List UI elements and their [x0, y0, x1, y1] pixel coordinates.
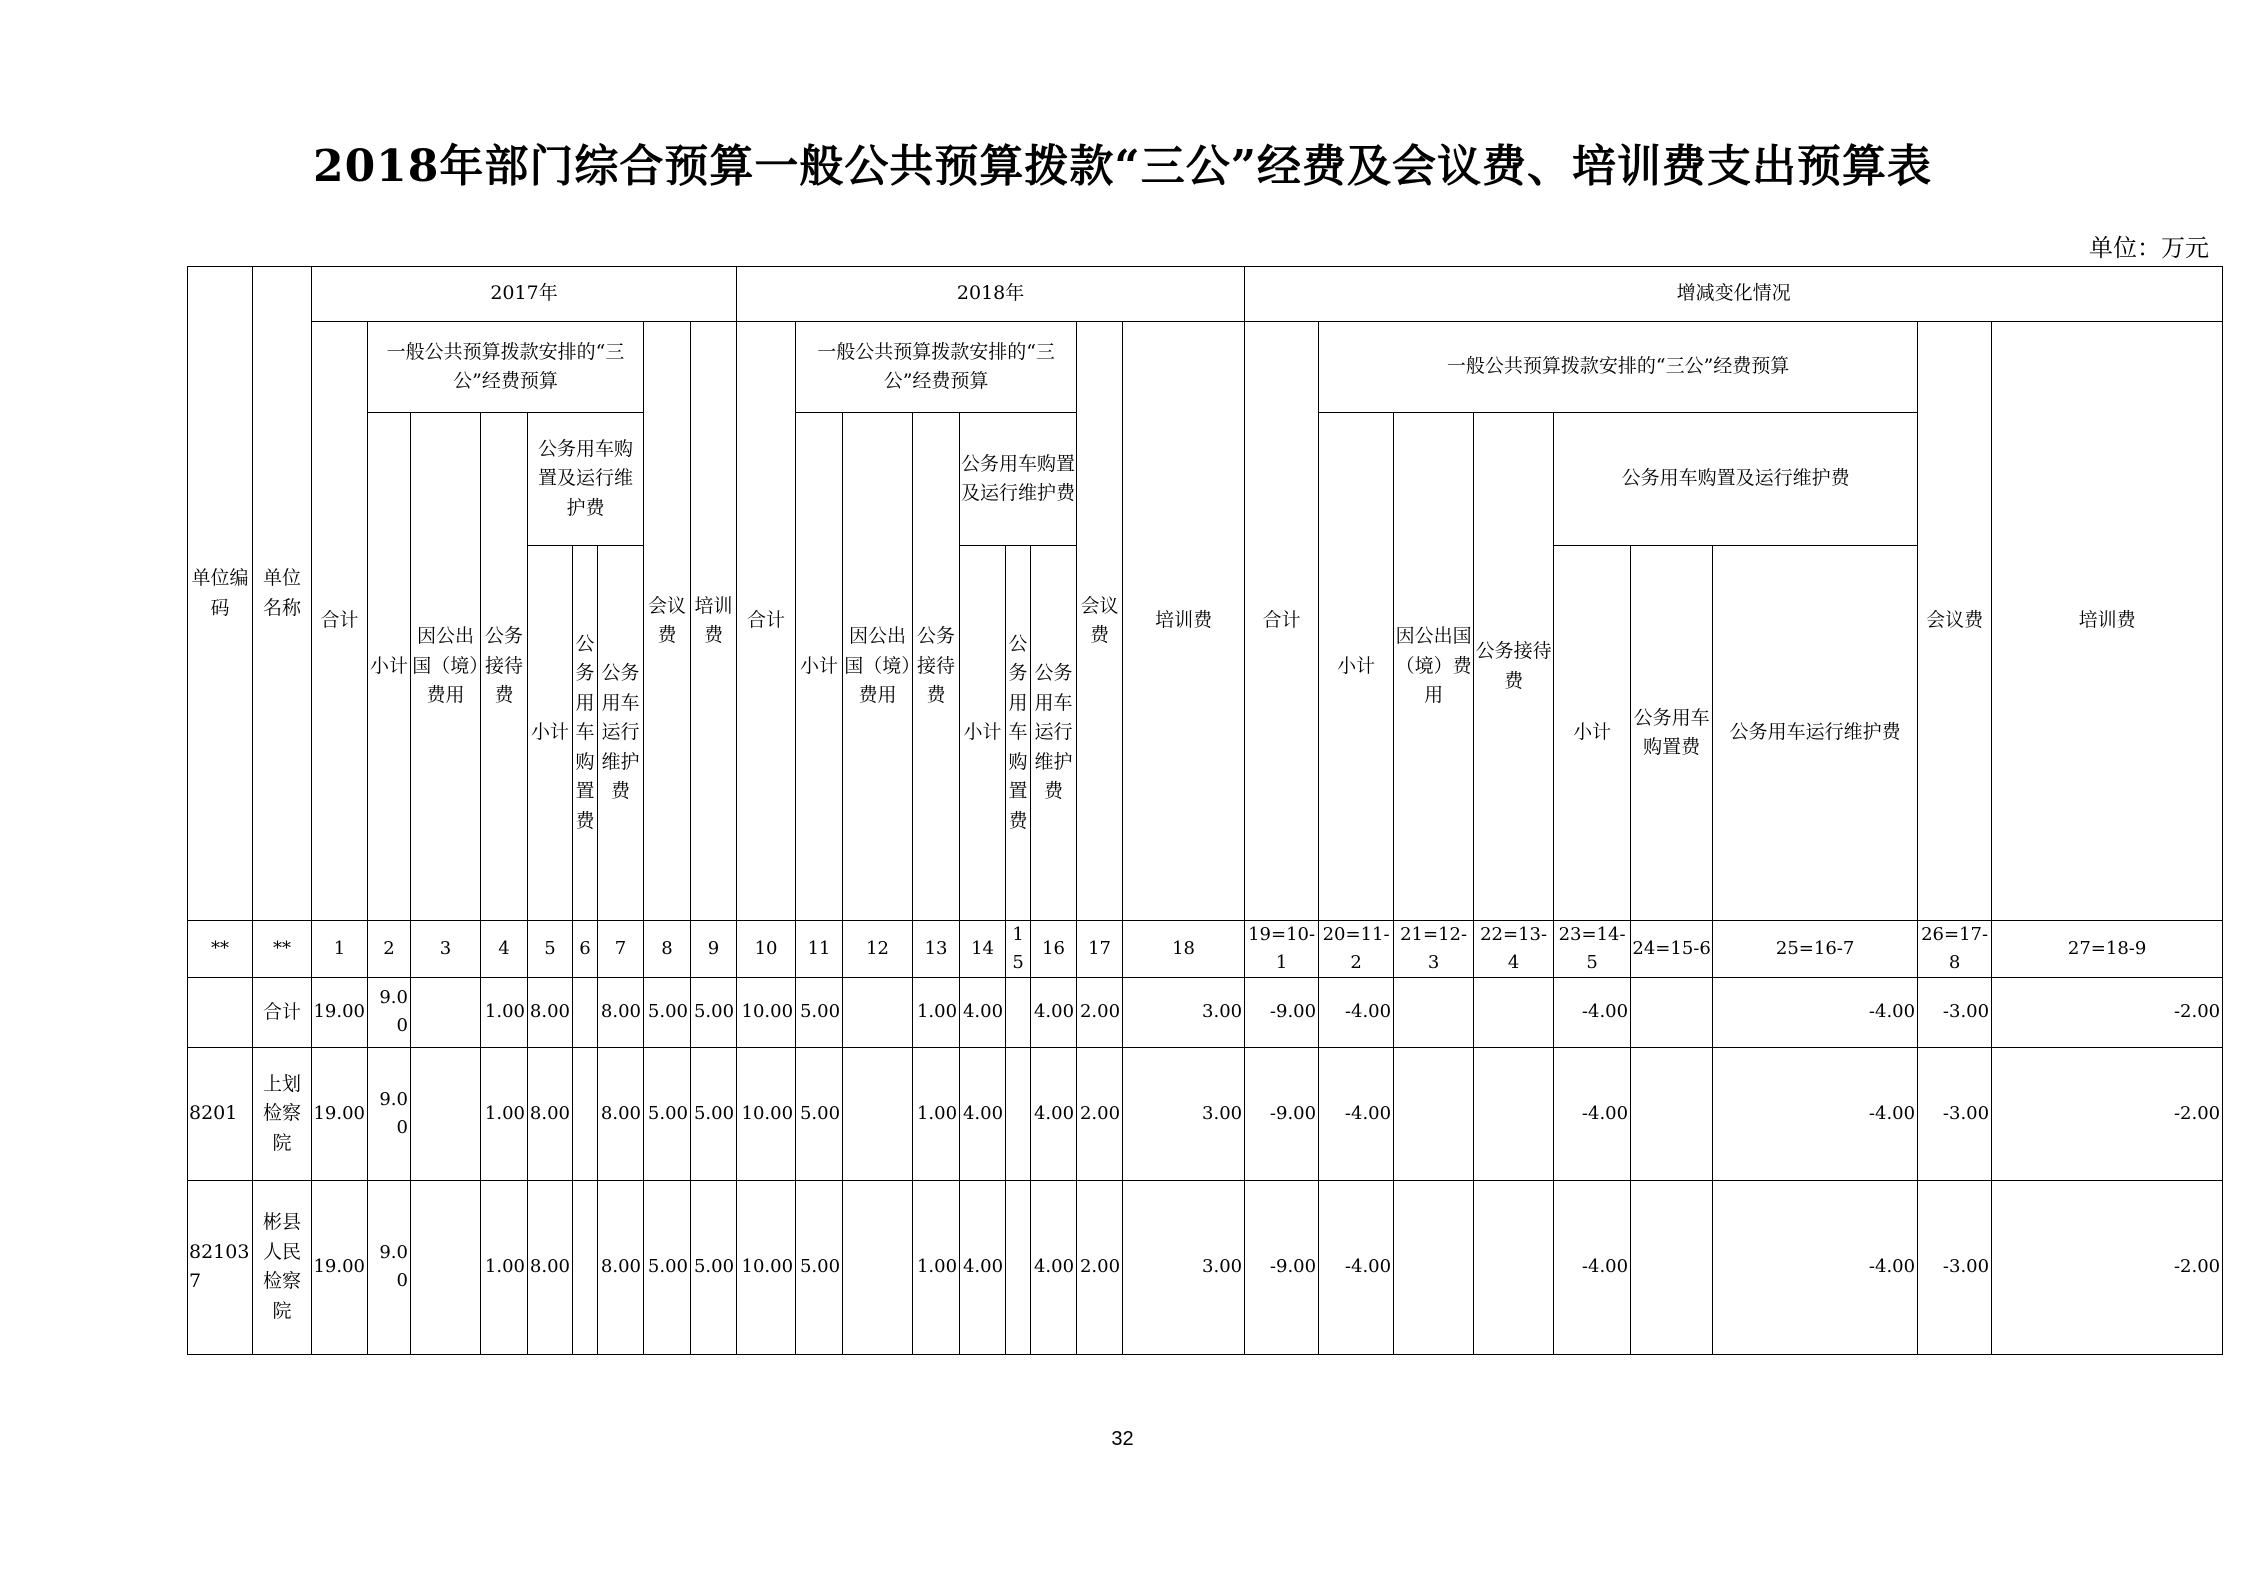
header-2018-sangong: 一般公共预算拨款安排的“三公”经费预算: [796, 322, 1077, 413]
header-change-training: 培训费: [1992, 322, 2223, 921]
value-cell: -2.00: [1992, 1047, 2223, 1180]
header-2017-total: 合计: [312, 322, 368, 921]
value-cell: 8.00: [598, 1180, 644, 1354]
index-cell: 12: [843, 921, 913, 978]
value-cell: [1394, 977, 1474, 1047]
index-cell: 10: [737, 921, 796, 978]
value-cell: [411, 1180, 481, 1354]
header-change-vehicle-run: 公务用车运行维护费: [1713, 546, 1918, 921]
index-cell: 26=17-8: [1918, 921, 1992, 978]
value-cell: [1631, 977, 1713, 1047]
value-cell: 4.00: [1031, 1047, 1077, 1180]
value-cell: -9.00: [1245, 977, 1319, 1047]
header-unit-name: 单位名称: [253, 267, 312, 921]
value-cell: 10.00: [737, 977, 796, 1047]
value-cell: 4.00: [1031, 1180, 1077, 1354]
value-cell: 9.00: [368, 1180, 411, 1354]
value-cell: [573, 977, 598, 1047]
value-cell: -3.00: [1918, 1180, 1992, 1354]
header-2017-sangong: 一般公共预算拨款安排的“三公”经费预算: [368, 322, 644, 413]
value-cell: 2.00: [1077, 1180, 1123, 1354]
value-cell: [573, 1180, 598, 1354]
value-cell: 5.00: [691, 1180, 737, 1354]
value-cell: [1006, 977, 1031, 1047]
value-cell: 1.00: [481, 1180, 528, 1354]
index-cell: 16: [1031, 921, 1077, 978]
unit-label: 单位：万元: [2089, 234, 2209, 262]
index-cell: 15: [1006, 921, 1031, 978]
header-2018-training: 培训费: [1123, 322, 1245, 921]
value-cell: -2.00: [1992, 1180, 2223, 1354]
value-cell: 5.00: [691, 1047, 737, 1180]
value-cell: -9.00: [1245, 1180, 1319, 1354]
value-cell: 19.00: [312, 977, 368, 1047]
index-cell: **: [188, 921, 253, 978]
value-cell: 9.00: [368, 1047, 411, 1180]
header-2017-vehicle-purchase: 公务用车购置费: [573, 546, 598, 921]
header-2018-total: 合计: [737, 322, 796, 921]
header-2017-reception: 公务接待费: [481, 413, 528, 921]
index-cell: 19=10-1: [1245, 921, 1319, 978]
index-cell: 3: [411, 921, 481, 978]
value-cell: -2.00: [1992, 977, 2223, 1047]
value-cell: 10.00: [737, 1180, 796, 1354]
header-change-vehicle-subtotal: 小计: [1554, 546, 1631, 921]
value-cell: [1631, 1180, 1713, 1354]
unit-name-cell: 合计: [253, 977, 312, 1047]
header-change-sangong: 一般公共预算拨款安排的“三公”经费预算: [1319, 322, 1918, 413]
unit-code-cell: [188, 977, 253, 1047]
unit-code-cell: 8201: [188, 1047, 253, 1180]
header-change-reception: 公务接待费: [1474, 413, 1554, 921]
header-2018-vehicle-purchase: 公务用车购置费: [1006, 546, 1031, 921]
unit-name-cell: 上划检察院: [253, 1047, 312, 1180]
value-cell: -4.00: [1319, 1180, 1394, 1354]
index-cell: 14: [960, 921, 1006, 978]
index-cell: 23=14-5: [1554, 921, 1631, 978]
header-2018-vehicle-subtotal: 小计: [960, 546, 1006, 921]
unit-name-cell: 彬县人民检察院: [253, 1180, 312, 1354]
value-cell: -4.00: [1554, 1180, 1631, 1354]
value-cell: 8.00: [598, 1047, 644, 1180]
header-2017-vehicle-run: 公务用车运行维护费: [598, 546, 644, 921]
header-2018-vehicle-run: 公务用车运行维护费: [1031, 546, 1077, 921]
index-cell: 9: [691, 921, 737, 978]
header-2018-reception: 公务接待费: [913, 413, 960, 921]
value-cell: [843, 1047, 913, 1180]
index-cell: 13: [913, 921, 960, 978]
table-row: [188, 977, 2223, 1047]
unit-code-cell: 821037: [188, 1180, 253, 1354]
header-change-meeting: 会议费: [1918, 322, 1992, 921]
index-cell: 2: [368, 921, 411, 978]
value-cell: [411, 1047, 481, 1180]
header-change-subtotal: 小计: [1319, 413, 1394, 921]
value-cell: -4.00: [1713, 1047, 1918, 1180]
header-2017-vehicle-subtotal: 小计: [528, 546, 573, 921]
value-cell: 9.00: [368, 977, 411, 1047]
value-cell: [843, 977, 913, 1047]
value-cell: 5.00: [644, 1047, 691, 1180]
value-cell: 2.00: [1077, 977, 1123, 1047]
index-cell: 7: [598, 921, 644, 978]
value-cell: 1.00: [913, 1047, 960, 1180]
index-cell: 25=16-7: [1713, 921, 1918, 978]
value-cell: 19.00: [312, 1047, 368, 1180]
value-cell: -4.00: [1554, 977, 1631, 1047]
value-cell: -4.00: [1713, 1180, 1918, 1354]
index-cell: **: [253, 921, 312, 978]
index-cell: 5: [528, 921, 573, 978]
value-cell: [1006, 1180, 1031, 1354]
value-cell: -9.00: [1245, 1047, 1319, 1180]
value-cell: 8.00: [528, 977, 573, 1047]
index-cell: 6: [573, 921, 598, 978]
budget-table: [187, 266, 2223, 1355]
value-cell: 3.00: [1123, 977, 1245, 1047]
value-cell: 1.00: [913, 1180, 960, 1354]
value-cell: [1394, 1047, 1474, 1180]
header-2017-vehicle: 公务用车购置及运行维护费: [528, 413, 644, 546]
index-cell: 4: [481, 921, 528, 978]
header-change-total: 合计: [1245, 322, 1319, 921]
index-cell: 22=13-4: [1474, 921, 1554, 978]
value-cell: [843, 1180, 913, 1354]
index-row: [188, 921, 2223, 978]
header-2018: 2018年: [737, 267, 1245, 322]
value-cell: 5.00: [796, 1047, 843, 1180]
value-cell: [1006, 1047, 1031, 1180]
value-cell: 5.00: [644, 1180, 691, 1354]
page-number: 32: [1111, 1428, 1134, 1450]
header-2017: 2017年: [312, 267, 737, 322]
value-cell: [1474, 1047, 1554, 1180]
header-2018-vehicle: 公务用车购置及运行维护费: [960, 413, 1077, 546]
value-cell: 5.00: [796, 1180, 843, 1354]
value-cell: 19.00: [312, 1180, 368, 1354]
value-cell: [411, 977, 481, 1047]
value-cell: 5.00: [796, 977, 843, 1047]
value-cell: [1474, 977, 1554, 1047]
value-cell: [1394, 1180, 1474, 1354]
header-2017-training: 培训费: [691, 322, 737, 921]
value-cell: 1.00: [481, 1047, 528, 1180]
header-unit-code: 单位编码: [188, 267, 253, 921]
header-change-vehicle-purchase: 公务用车购置费: [1631, 546, 1713, 921]
value-cell: [1631, 1047, 1713, 1180]
value-cell: 3.00: [1123, 1047, 1245, 1180]
value-cell: 5.00: [691, 977, 737, 1047]
value-cell: 5.00: [644, 977, 691, 1047]
index-cell: 27=18-9: [1992, 921, 2223, 978]
header-change-vehicle: 公务用车购置及运行维护费: [1554, 413, 1918, 546]
value-cell: -3.00: [1918, 977, 1992, 1047]
value-cell: 2.00: [1077, 1047, 1123, 1180]
value-cell: -4.00: [1554, 1047, 1631, 1180]
index-cell: 20=11-2: [1319, 921, 1394, 978]
value-cell: -4.00: [1319, 1047, 1394, 1180]
value-cell: -4.00: [1713, 977, 1918, 1047]
value-cell: 8.00: [598, 977, 644, 1047]
table-row: [188, 1047, 2223, 1180]
value-cell: 4.00: [960, 977, 1006, 1047]
header-2017-subtotal: 小计: [368, 413, 411, 921]
table-row: [188, 1180, 2223, 1354]
value-cell: 4.00: [960, 1180, 1006, 1354]
header-change: 增减变化情况: [1245, 267, 2223, 322]
index-cell: 11: [796, 921, 843, 978]
index-cell: 1: [312, 921, 368, 978]
index-cell: 18: [1123, 921, 1245, 978]
index-cell: 21=12-3: [1394, 921, 1474, 978]
value-cell: 4.00: [960, 1047, 1006, 1180]
value-cell: -3.00: [1918, 1047, 1992, 1180]
index-cell: 24=15-6: [1631, 921, 1713, 978]
value-cell: -4.00: [1319, 977, 1394, 1047]
table-body: [188, 977, 2223, 1354]
header-2018-subtotal: 小计: [796, 413, 843, 921]
value-cell: 10.00: [737, 1047, 796, 1180]
index-cell: 8: [644, 921, 691, 978]
header-2017-meeting: 会议费: [644, 322, 691, 921]
header-2017-abroad: 因公出国（境）费用: [411, 413, 481, 921]
header-2018-abroad: 因公出国（境）费用: [843, 413, 913, 921]
value-cell: [1474, 1180, 1554, 1354]
value-cell: [573, 1047, 598, 1180]
value-cell: 8.00: [528, 1180, 573, 1354]
value-cell: 8.00: [528, 1047, 573, 1180]
index-cell: 17: [1077, 921, 1123, 978]
value-cell: 1.00: [481, 977, 528, 1047]
value-cell: 1.00: [913, 977, 960, 1047]
value-cell: 3.00: [1123, 1180, 1245, 1354]
header-change-abroad: 因公出国（境）费用: [1394, 413, 1474, 921]
page-title: 2018年部门综合预算一般公共预算拨款“三公”经费及会议费、培训费支出预算表: [312, 141, 1933, 192]
header-2018-meeting: 会议费: [1077, 322, 1123, 921]
value-cell: 4.00: [1031, 977, 1077, 1047]
